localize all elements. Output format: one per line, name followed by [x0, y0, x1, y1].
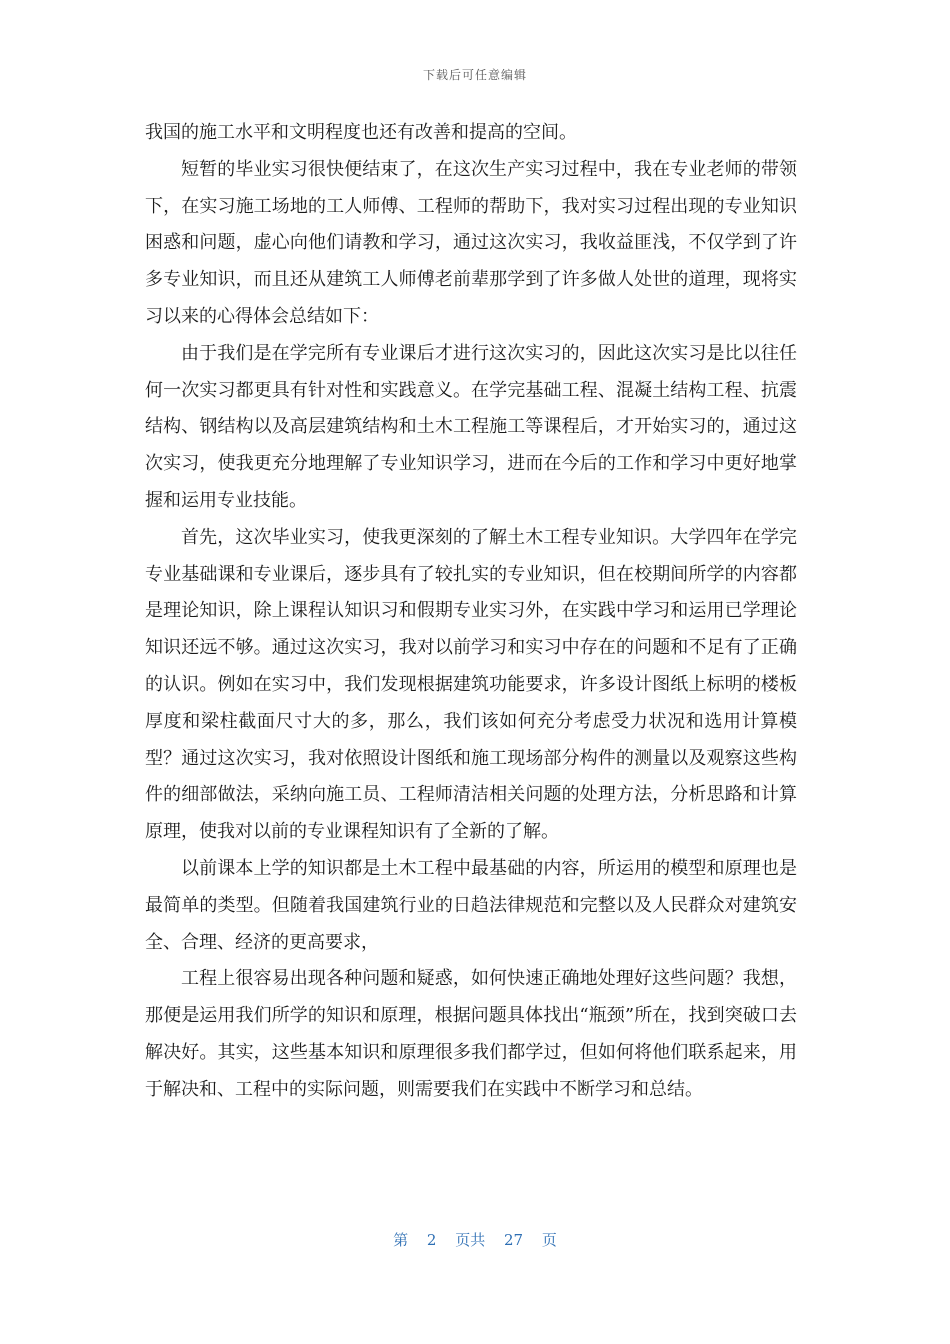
paragraph: 由于我们是在学完所有专业课后才进行这次实习的，因此这次实习是比以往任何一次实习都更具有针对性和实践意义。在学完基础工程、混凝土结构工程、抗震结构、钢结构以及高层建筑结构和土木工程施工等课程后，才开始实习的，通过这次实习，使我更充分地理解了专业知识学习，进而在今后的工作和学习中更好地掌握和运用专业技能。: [145, 342, 797, 511]
footer-current-page: 2: [426, 1231, 437, 1249]
footer-total-pages: 27: [504, 1231, 524, 1249]
paragraph: 首先，这次毕业实习，使我更深刻的了解土木工程专业知识。大学四年在学完专业基础课和专业课后，逐步具有了较扎实的专业知识，但在校期间所学的内容都是理论知识，除上课程认知识习和假期专业实习外，在实践中学习和运用已学理论知识还远不够。通过这次实习，我对以前学习和实习中存在的问题和不足有了正确的认识。例如在实习中，我们发现根据建筑功能要求，许多设计图纸上标明的楼板厚度和梁柱截面尺寸大的多，那么，我们该如何充分考虑受力状况和选用计算模型？通过这次实习，我对依照设计图纸和施工现场部分构件的测量以及观察这些构件的细部做法，采纳向施工员、工程师清洁相关问题的处理方法，分析思路和计算原理，使我对以前的专业课程知识有了全新的了解。: [145, 526, 797, 843]
footer-suffix: 页: [541, 1231, 557, 1249]
paragraph: 工程上很容易出现各种问题和疑惑，如何快速正确地处理好这些问题？我想，那便是运用我们所学的知识和原理，根据问题具体找出“瓶颈”所在，找到突破口去解决好。其实，这些基本知识和原理很多我们都学过，但如何将他们联系起来，用于解决和、工程中的实际问题，则需要我们在实践中不断学习和总结。: [145, 968, 797, 1100]
page-number-footer: [0, 1229, 950, 1250]
paragraph: 短暂的毕业实习很快便结束了，在这次生产实习过程中，我在专业老师的带领下，在实习施工场地的工人师傅、工程师的帮助下，我对实习过程出现的专业知识困惑和问题，虚心向他们请教和学习，通过这次实习，我收益匪浅，不仅学到了许多专业知识，而且还从建筑工人师傅老前辈那学到了许多做人处世的道理，现将实习以来的心得体会总结如下：: [145, 158, 797, 327]
page-header-note: 下载后可任意编辑: [422, 68, 527, 82]
paragraph-continuation: 我国的施工水平和文明程度也还有改善和提高的空间。: [145, 122, 577, 143]
footer-middle: 页共: [455, 1231, 486, 1249]
paragraph: 以前课本上学的知识都是土木工程中最基础的内容，所运用的模型和原理也是最简单的类型。但随着我国建筑行业的日趋法律规范和完整以及人民群众对建筑安全、合理、经济的更高要求，: [145, 857, 797, 953]
document-body: [145, 115, 797, 1109]
footer-prefix: 第: [393, 1231, 409, 1249]
